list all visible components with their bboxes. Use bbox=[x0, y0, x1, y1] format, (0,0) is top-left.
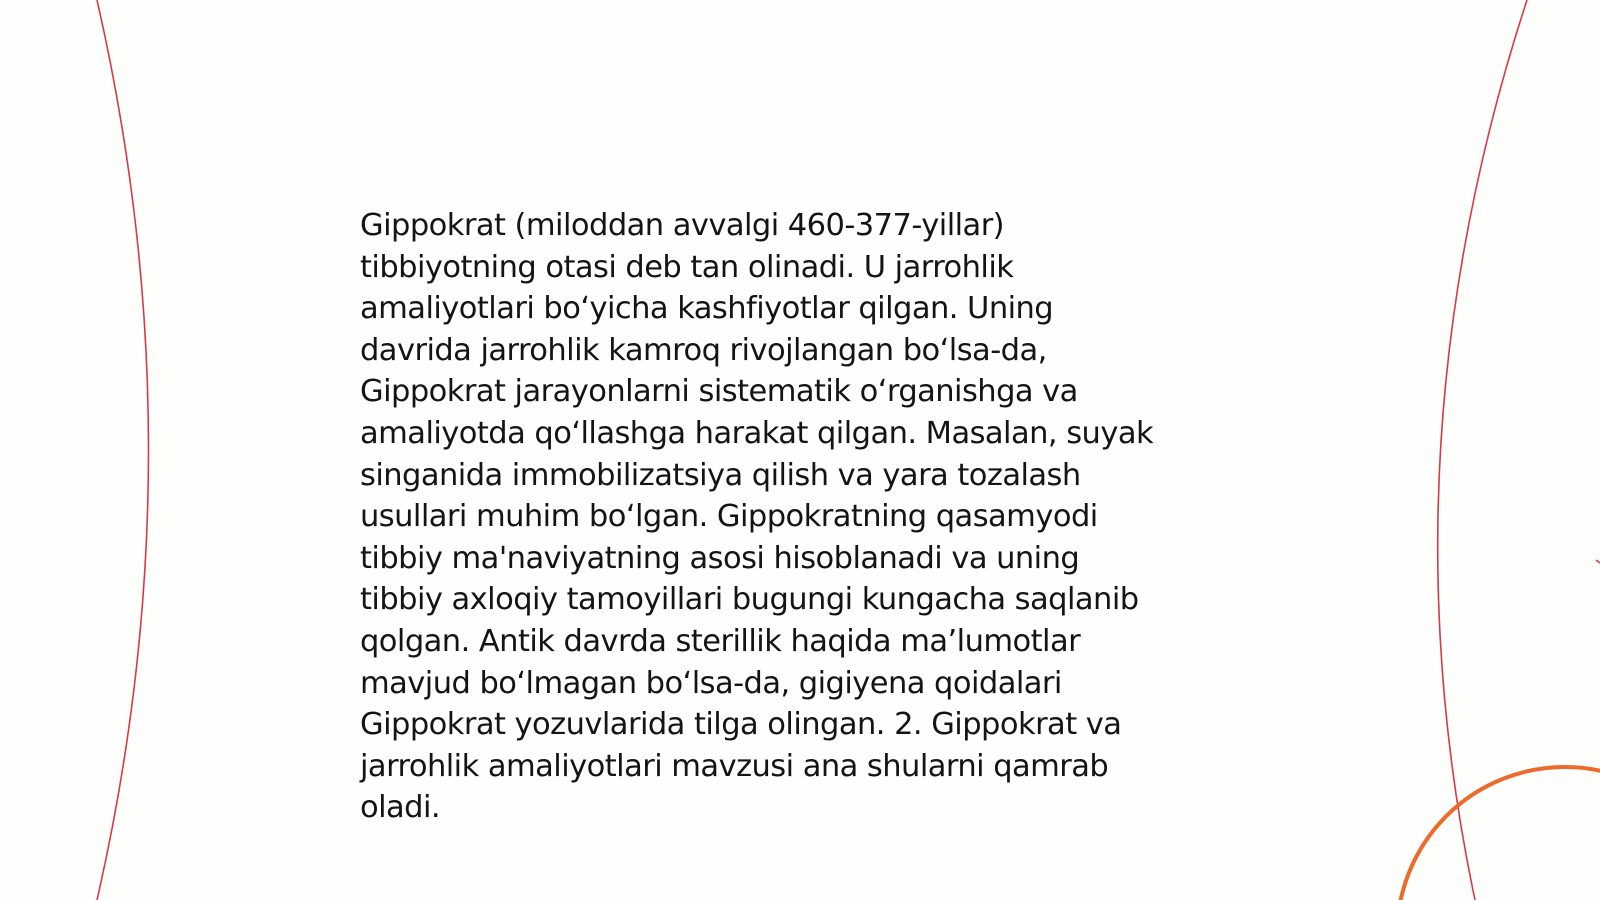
right-curve-line bbox=[1438, 0, 1527, 900]
left-curve-line bbox=[97, 0, 149, 900]
orange-ring-accent bbox=[1397, 767, 1600, 900]
small-tick-mark bbox=[1596, 560, 1600, 563]
body-paragraph: Gippokrat (miloddan avvalgi 460-377-yillar) tibbiyotning otasi deb tan olinadi. U jarrohlik amaliyotlari bo‘yicha kashfiyotlar qilgan. Uning davrida jarrohlik kamroq rivojlangan bo‘lsa-da, Gippokrat jarayonlarni sistematik o‘rganishga va amaliyotda qo‘llashga harakat qilgan. Masalan, suyak singanida immobilizatsiya qilish va yara tozalash usullari muhim bo‘lgan. Gippokratning qasamyodi tibbiy ma'naviyatning asosi hisoblanadi va uning tibbiy axloqiy tamoyillari bugungi kungacha saqlanib qolgan. Antik davrda sterillik haqida ma’lumotlar mavjud bo‘lmagan bo‘lsa-da, gigiyena qoidalari Gippokrat yozuvlarida tilga olingan. 2. Gippokrat va jarrohlik amaliyotlari mavzusi ana shularni qamrab oladi. bbox=[360, 208, 1154, 826]
